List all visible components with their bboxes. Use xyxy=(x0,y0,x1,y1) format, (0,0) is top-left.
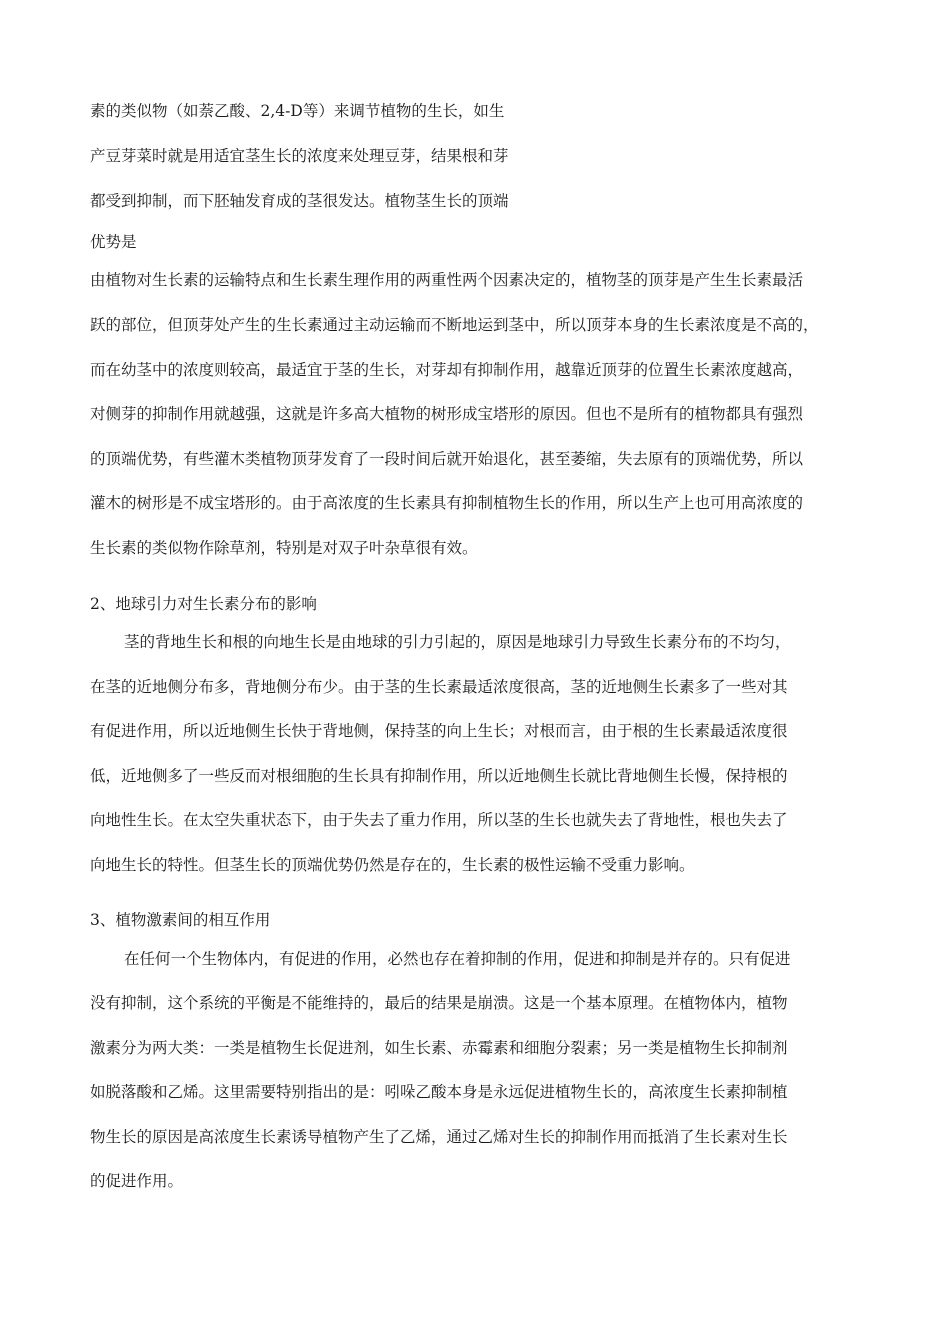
section-3-line-2: 没有抑制，这个系统的平衡是不能维持的，最后的结果是崩溃。这是一个基本原理。在植物体内，植物 xyxy=(90,994,788,1012)
section-3-line-6: 的促进作用。 xyxy=(90,1172,184,1190)
section-3-line-5: 物生长的原因是高浓度生长素诱导植物产生了乙烯，通过乙烯对生长的抑制作用而抵消了生长素对生长 xyxy=(90,1128,788,1146)
para1-line-1: 由植物对生长素的运输特点和生长素生理作用的两重性两个因素决定的，植物茎的顶芽是产生生长素最活 xyxy=(90,271,804,289)
para1-line-3: 而在幼茎中的浓度则较高，最适宜于茎的生长，对芽却有抑制作用，越靠近顶芽的位置生长素浓度越高， xyxy=(90,361,804,379)
section-3-line-4: 如脱落酸和乙烯。这里需要特别指出的是：吲哚乙酸本身是永远促进植物生长的，高浓度生长素抑制植 xyxy=(90,1083,788,1101)
section-3-line-3: 激素分为两大类：一类是植物生长促进剂，如生长素、赤霉素和细胞分裂素；另一类是植物生长抑制剂 xyxy=(90,1039,788,1057)
section-2-line-5: 向地性生长。在太空失重状态下，由于失去了重力作用，所以茎的生长也就失去了背地性，根也失去了 xyxy=(90,811,788,829)
intro-line-2: 产豆芽菜时就是用适宜茎生长的浓度来处理豆芽，结果根和芽 xyxy=(90,147,509,165)
para1-line-7: 生长素的类似物作除草剂，特别是对双子叶杂草很有效。 xyxy=(90,539,478,557)
section-2-line-6: 向地生长的特性。但茎生长的顶端优势仍然是存在的，生长素的极性运输不受重力影响。 xyxy=(90,856,695,874)
intro-line-3: 都受到抑制，而下胚轴发育成的茎很发达。植物茎生长的顶端 xyxy=(90,192,509,210)
intro-line-1: 素的类似物（如萘乙酸、2,4-D等）来调节植物的生长，如生 xyxy=(90,102,505,120)
section-2-line-4: 低，近地侧多了一些反而对根细胞的生长具有抑制作用，所以近地侧生长就比背地侧生长慢，保持根的 xyxy=(90,767,788,785)
section-2-line-3: 有促进作用，所以近地侧生长快于背地侧，保持茎的向上生长；对根而言，由于根的生长素最适浓度很 xyxy=(90,722,788,740)
intro-line-4: 优势是 xyxy=(90,233,137,251)
section-3-heading: 3、植物激素间的相互作用 xyxy=(90,911,271,929)
para1-line-6: 灌木的树形是不成宝塔形的。由于高浓度的生长素具有抑制植物生长的作用，所以生产上也可用高浓度的 xyxy=(90,494,804,512)
para1-line-2: 跃的部位，但顶芽处产生的生长素通过主动运输而不断地运到茎中，所以顶芽本身的生长素浓度是不高的， xyxy=(90,316,819,334)
section-2-heading: 2、地球引力对生长素分布的影响 xyxy=(90,595,317,613)
para1-line-5: 的顶端优势，有些灌木类植物顶芽发育了一段时间后就开始退化，甚至萎缩，失去原有的顶端优势，所以 xyxy=(90,450,804,468)
section-2-line-2: 在茎的近地侧分布多，背地侧分布少。由于茎的生长素最适浓度很高，茎的近地侧生长素多了一些对其 xyxy=(90,678,788,696)
para1-line-4: 对侧芽的抑制作用就越强，这就是许多高大植物的树形成宝塔形的原因。但也不是所有的植物都具有强烈 xyxy=(90,405,804,423)
section-2-line-1: 茎的背地生长和根的向地生长是由地球的引力引起的，原因是地球引力导致生长素分布的不均匀， xyxy=(124,633,791,651)
section-3-line-1: 在任何一个生物体内，有促进的作用，必然也存在着抑制的作用，促进和抑制是并存的。只有促进 xyxy=(124,950,791,968)
